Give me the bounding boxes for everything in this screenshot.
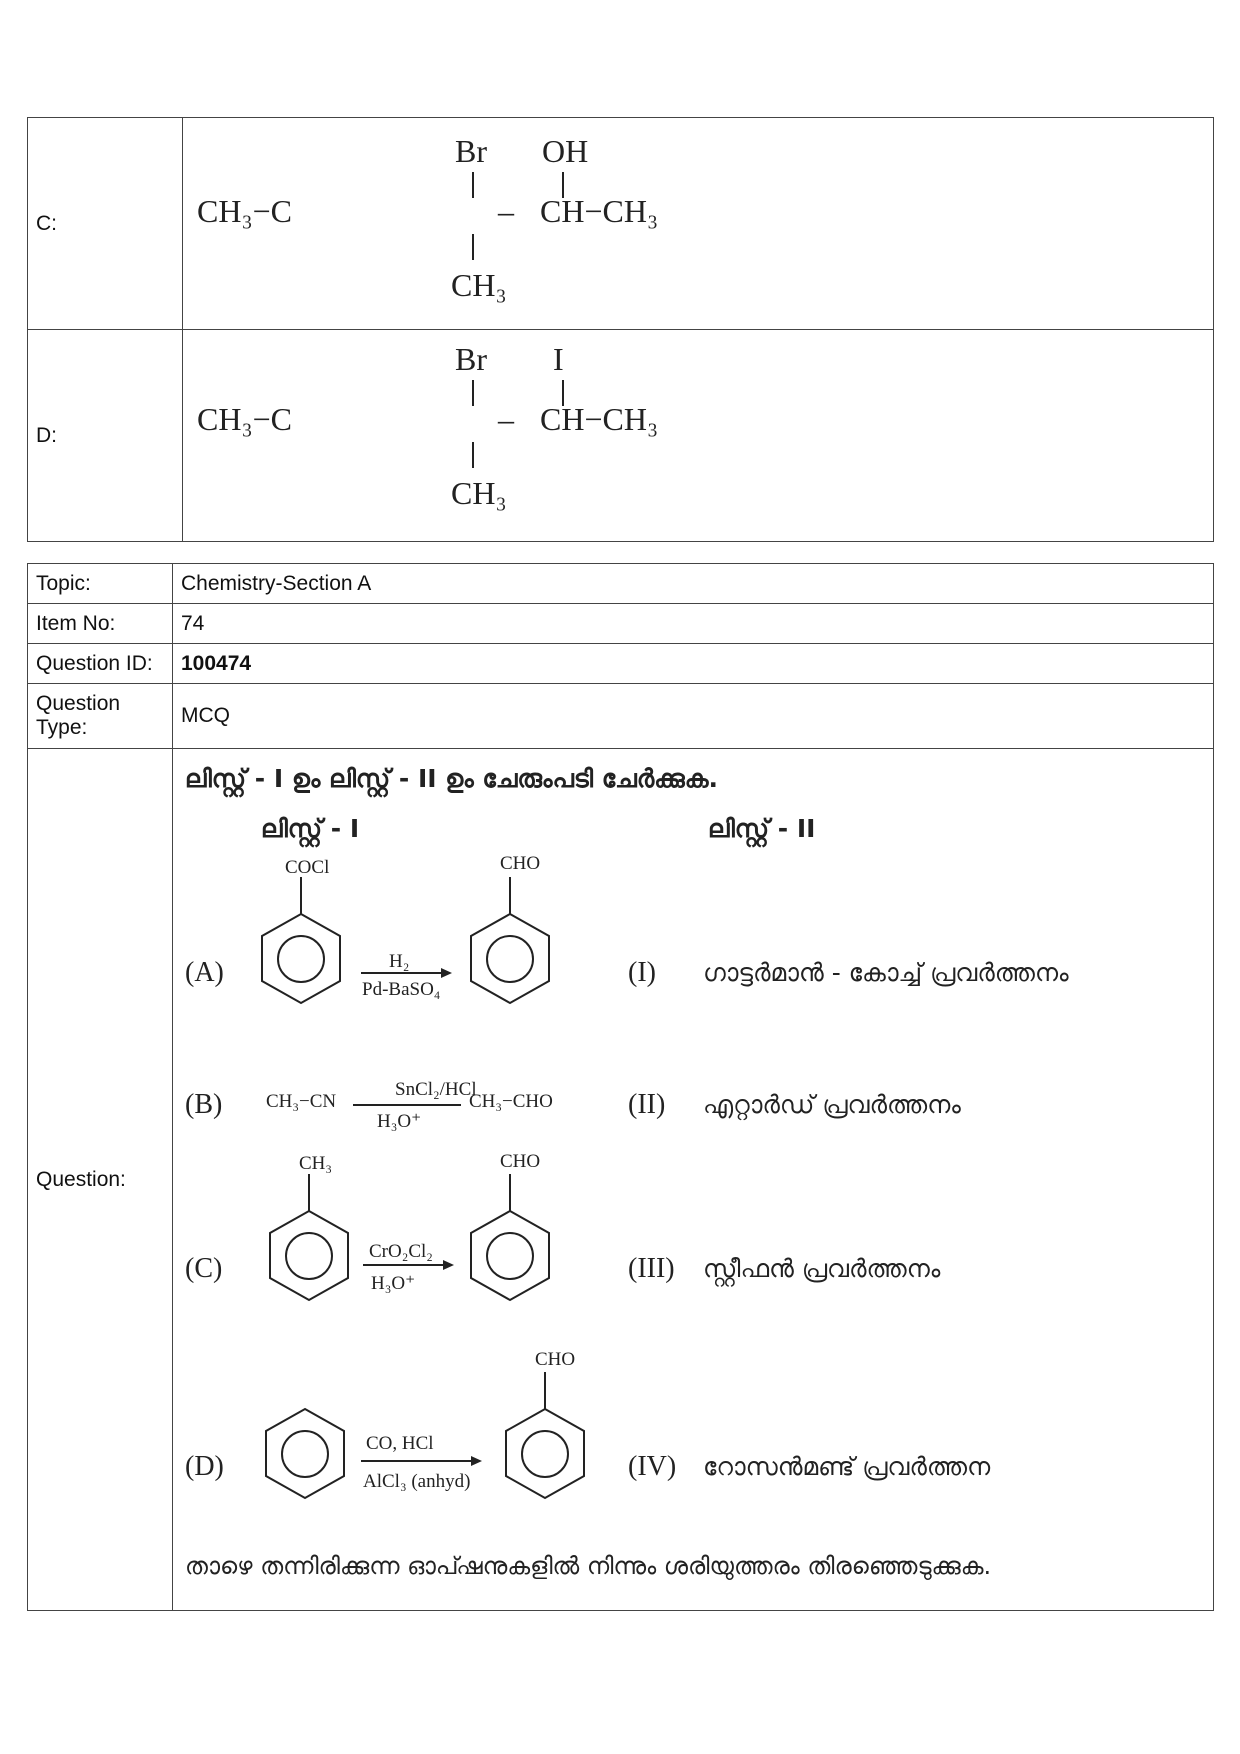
- list2-key-ii: (II): [628, 1089, 666, 1120]
- option-structure-cell: [183, 118, 1214, 330]
- arrowhead-icon: [443, 1260, 454, 1270]
- question-row: [28, 749, 1214, 1611]
- item-label: Item No:: [28, 604, 173, 644]
- benzene-ring-icon: [266, 1409, 344, 1498]
- chain-dash: –: [498, 193, 514, 229]
- benzene-ring-icon: [262, 877, 340, 1003]
- option-structure-cell: [183, 330, 1214, 542]
- list1-key-b: (B): [185, 1089, 223, 1120]
- chain-left: CH₃−C: [197, 401, 292, 437]
- topic-value: Chemistry-Section A: [173, 564, 1214, 604]
- instruction-text: ലിസ്റ്റ് - I ഉം ലിസ്റ്റ് - II ഉം ചേരുംപടി ചേർക്കുക.: [185, 764, 718, 793]
- benzene-ring-icon: [506, 1372, 584, 1498]
- footer-instruction: താഴെ തന്നിരിക്കുന്ന ഓപ്ഷനുകളിൽ നിന്നും ശരിയുത്തരം തിരഞ്ഞെടുക്കുക.: [185, 1552, 992, 1580]
- benzene-ring-icon: [270, 1174, 348, 1300]
- arrowhead-icon: [471, 1456, 482, 1466]
- question-meta-table: [27, 563, 1214, 1611]
- question-label: Question:: [28, 749, 173, 1611]
- chain-right: CH−CH₃: [540, 193, 659, 229]
- substituent-bottom: CH₃: [451, 267, 507, 303]
- list2-key-iii: (III): [628, 1253, 675, 1284]
- list2-key-i: (I): [628, 957, 656, 988]
- substituent-top: OH: [542, 133, 589, 169]
- question-type-label: Question Type:: [28, 684, 173, 749]
- item-value: 74: [173, 604, 1214, 644]
- list1-key-c: (C): [185, 1253, 223, 1284]
- substituent-bottom: CH₃: [451, 475, 507, 511]
- reagent-top-a: H₂: [389, 951, 410, 972]
- benzene-ring-icon: [471, 877, 549, 1003]
- reagent-bottom-c: H₃O⁺: [371, 1273, 416, 1294]
- question-type-row: [28, 684, 1214, 749]
- structure-c: [183, 118, 1213, 324]
- list1-key-a: (A): [185, 957, 224, 988]
- list2-text-iii: സ്റ്റീഫൻ പ്രവർത്തനം: [703, 1254, 941, 1283]
- substituent-br: Br: [455, 133, 487, 169]
- option-row-d: [28, 330, 1214, 542]
- question-figure: [173, 749, 1213, 1605]
- list2-text-i: ഗാട്ടർമാൻ - കോച്ച് പ്രവർത്തനം: [703, 958, 1069, 987]
- list2-text-ii: എറ്റാർഡ് പ്രവർത്തനം: [703, 1090, 961, 1119]
- question-id-label: Question ID:: [28, 644, 173, 684]
- substituent-top: I: [553, 341, 564, 377]
- list2-key-iv: (IV): [628, 1451, 677, 1482]
- list2-text-iv: റോസൻമണ്ട് പ്രവർത്തന: [703, 1452, 991, 1481]
- product-d: CHO: [535, 1349, 576, 1370]
- options-table: [27, 117, 1214, 542]
- chain-right: CH−CH₃: [540, 401, 659, 437]
- item-row: [28, 604, 1214, 644]
- question-id-row: [28, 644, 1214, 684]
- question-body: [173, 749, 1214, 1611]
- question-type-value: MCQ: [173, 684, 1214, 749]
- list1-key-d: (D): [185, 1451, 224, 1482]
- reagent-bottom-b: H₃O⁺: [377, 1111, 422, 1132]
- reactant-c: CH₃: [299, 1153, 333, 1174]
- reactant-b: CH₃−CN: [266, 1091, 337, 1112]
- question-id-value: 100474: [173, 644, 1214, 684]
- option-row-c: [28, 118, 1214, 330]
- reagent-top-c: CrO₂Cl₂: [369, 1241, 433, 1262]
- reagent-top-b: SnCl₂/HCl: [395, 1079, 477, 1100]
- list2-header: ലിസ്റ്റ് - II: [708, 814, 816, 843]
- product-c: CHO: [500, 1151, 541, 1172]
- reagent-bottom-a: Pd-BaSO₄: [362, 979, 441, 1000]
- arrowhead-icon: [441, 968, 452, 978]
- option-label: C:: [28, 118, 183, 330]
- reagent-bottom-d: AlCl₃ (anhyd): [363, 1471, 471, 1492]
- option-label: D:: [28, 330, 183, 542]
- list1-header: ലിസ്റ്റ് - I: [261, 814, 360, 843]
- topic-row: [28, 564, 1214, 604]
- topic-label: Topic:: [28, 564, 173, 604]
- chain-dash: –: [498, 401, 514, 437]
- product-a: CHO: [500, 853, 541, 874]
- substituent-br: Br: [455, 341, 487, 377]
- reactant-a: COCl: [285, 857, 330, 878]
- reagent-top-d: CO, HCl: [366, 1433, 434, 1454]
- chain-left: CH₃−C: [197, 193, 292, 229]
- structure-d: [183, 330, 1213, 536]
- product-b: CH₃−CHO: [469, 1091, 553, 1112]
- benzene-ring-icon: [471, 1174, 549, 1300]
